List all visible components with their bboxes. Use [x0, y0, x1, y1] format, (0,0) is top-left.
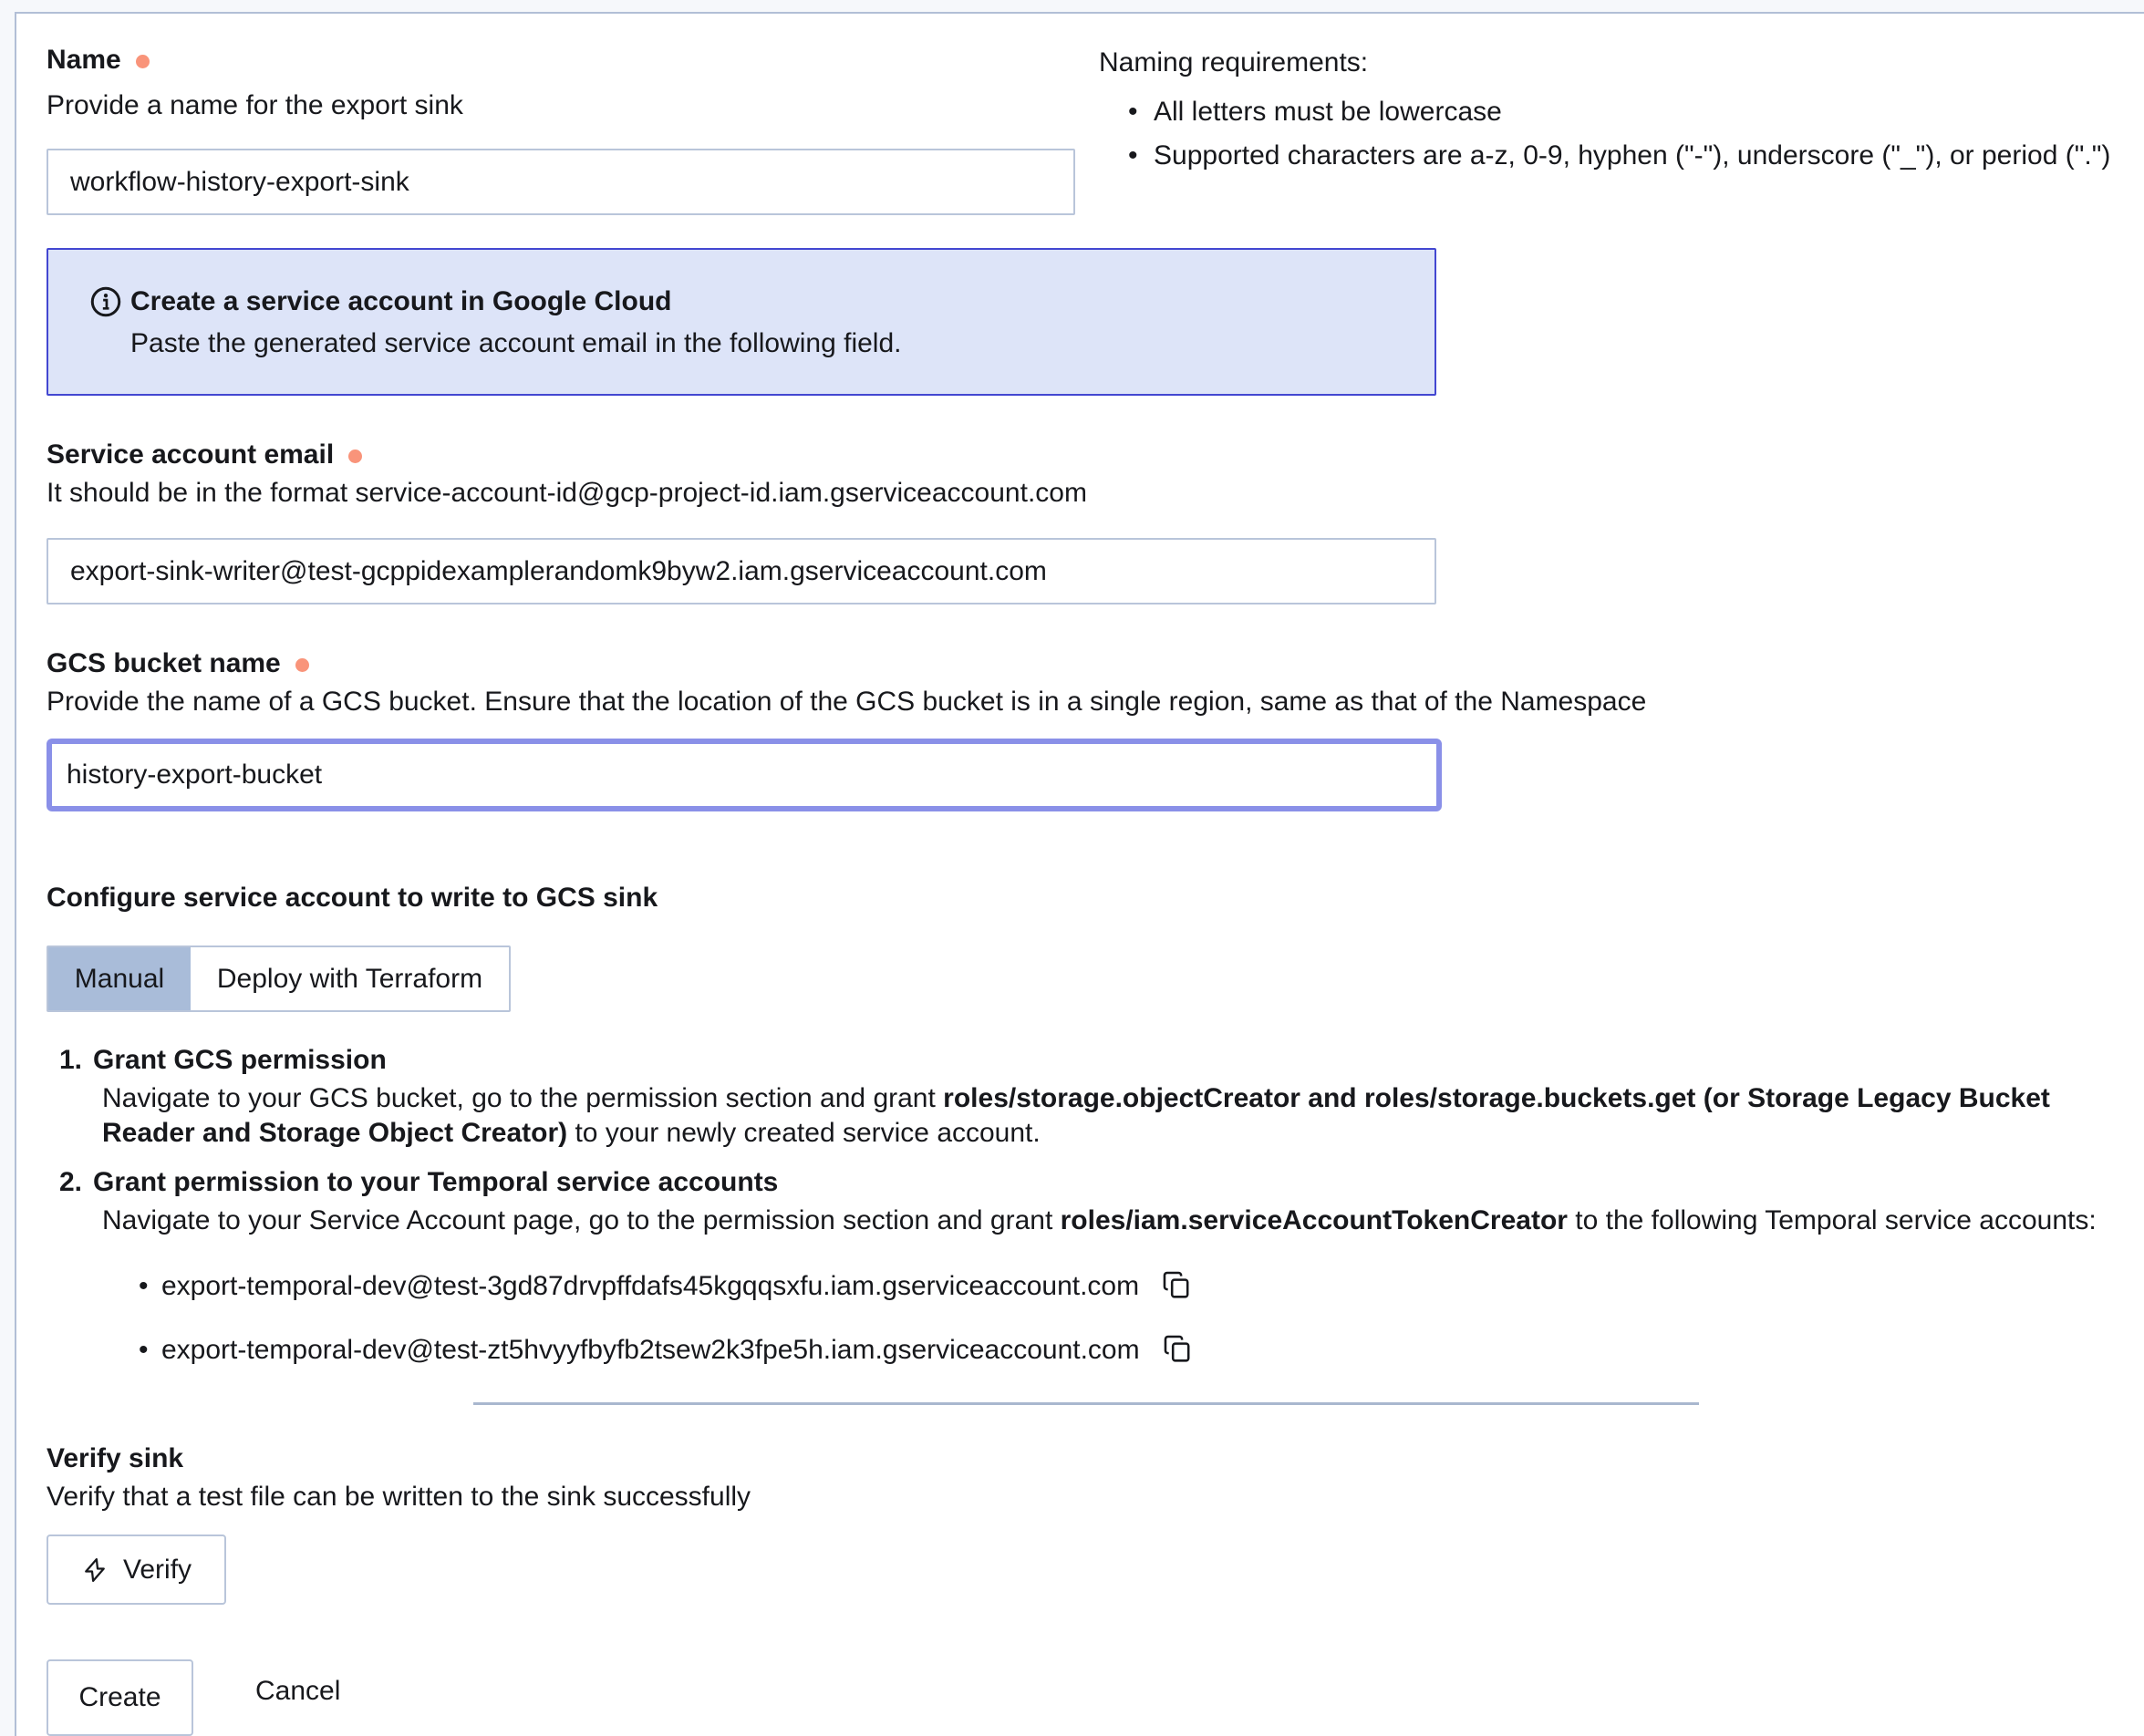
step-1-number: 1. [59, 1045, 83, 1075]
tab-deploy-with-terraform-label: Deploy with Terraform [216, 963, 483, 994]
tab-manual-label: Manual [74, 963, 165, 994]
export-sink-form-panel [15, 12, 2144, 1736]
service-account-email-text: export-temporal-dev@test-3gd87drvpffdafs45kgqqsxfu.iam.gserviceaccount.com [161, 1271, 1140, 1301]
manual-steps [47, 1041, 2126, 1371]
service-account-item [102, 1329, 2126, 1371]
verify-sink-title: Verify sink [47, 1443, 184, 1473]
service-account-item [102, 1266, 2126, 1307]
required-dot [295, 658, 309, 672]
tab-manual[interactable] [48, 947, 191, 1010]
naming-requirement-item: • Supported characters are a-z, 0-9, hyphen ("-"), underscore ("_"), or period (".") [1099, 134, 2126, 178]
service-account-email-input[interactable] [47, 538, 1436, 604]
deploy-method-tabs [47, 946, 511, 1012]
temporal-service-account-list [102, 1266, 2126, 1371]
verify-button[interactable] [47, 1534, 226, 1605]
create-button[interactable]: Create [47, 1659, 193, 1736]
verify-sink-description: Verify that a test file can be written to the sink successfully [47, 1482, 751, 1512]
service-account-email-label-row [47, 436, 2126, 474]
name-label: Name [47, 45, 121, 75]
bolt-icon [81, 1556, 109, 1584]
step-2-body: Navigate to your Service Account page, go to the permission section and grant roles/iam.serviceAccountTokenCreator to the following Temporal service accounts: [102, 1205, 2097, 1235]
name-label-row [47, 41, 1075, 79]
naming-requirements [1099, 41, 2126, 178]
service-account-email-label: Service account email [47, 439, 335, 470]
gcs-bucket-input[interactable] [47, 739, 1442, 811]
step-2-number: 2. [59, 1167, 83, 1197]
info-banner-body: Paste the generated service account email in the following field. [130, 328, 902, 358]
service-account-email-description: It should be in the format service-account-id@gcp-project-id.iam.gserviceaccount.com [47, 478, 1087, 508]
info-banner [47, 248, 1436, 396]
name-description: Provide a name for the export sink [47, 90, 463, 120]
gcs-bucket-label-row [47, 645, 2126, 683]
step-2-title: 2. Grant permission to your Temporal service accounts [47, 1163, 2126, 1202]
gcs-bucket-description: Provide the name of a GCS bucket. Ensure that the location of the GCS bucket is in a single region, same as that of the Namespace [47, 687, 1647, 717]
step-1-body: Navigate to your GCS bucket, go to the permission section and grant roles/storage.objectCreator and roles/storage.buckets.get (or Storage Legacy Bucket Reader and Storage Object Creator) to your newly created service account. [102, 1083, 2050, 1148]
info-icon [88, 283, 123, 321]
required-dot [136, 55, 150, 68]
name-row [47, 41, 2126, 215]
verify-button-label: Verify [123, 1554, 192, 1585]
configure-section-title: Configure service account to write to GCS sink [47, 883, 658, 913]
service-account-email-text: export-temporal-dev@test-zt5hvyyfbyfb2tsew2k3fpe5h.iam.gserviceaccount.com [161, 1335, 1140, 1365]
cancel-button[interactable]: Cancel [255, 1676, 341, 1706]
info-banner-title: Create a service account in Google Cloud [130, 286, 672, 316]
required-dot [348, 450, 362, 463]
copy-icon[interactable] [1162, 1333, 1193, 1364]
copy-icon[interactable] [1161, 1269, 1192, 1300]
naming-requirement-item: • All letters must be lowercase [1099, 90, 2126, 134]
name-input[interactable] [47, 149, 1075, 215]
section-divider [473, 1402, 1699, 1405]
form-actions [47, 1659, 2126, 1736]
tab-deploy-with-terraform[interactable] [191, 947, 509, 1010]
naming-requirements-title: Naming requirements: [1099, 47, 1369, 78]
gcs-bucket-label: GCS bucket name [47, 648, 281, 678]
step-1-title: 1. Grant GCS permission [47, 1041, 2126, 1080]
